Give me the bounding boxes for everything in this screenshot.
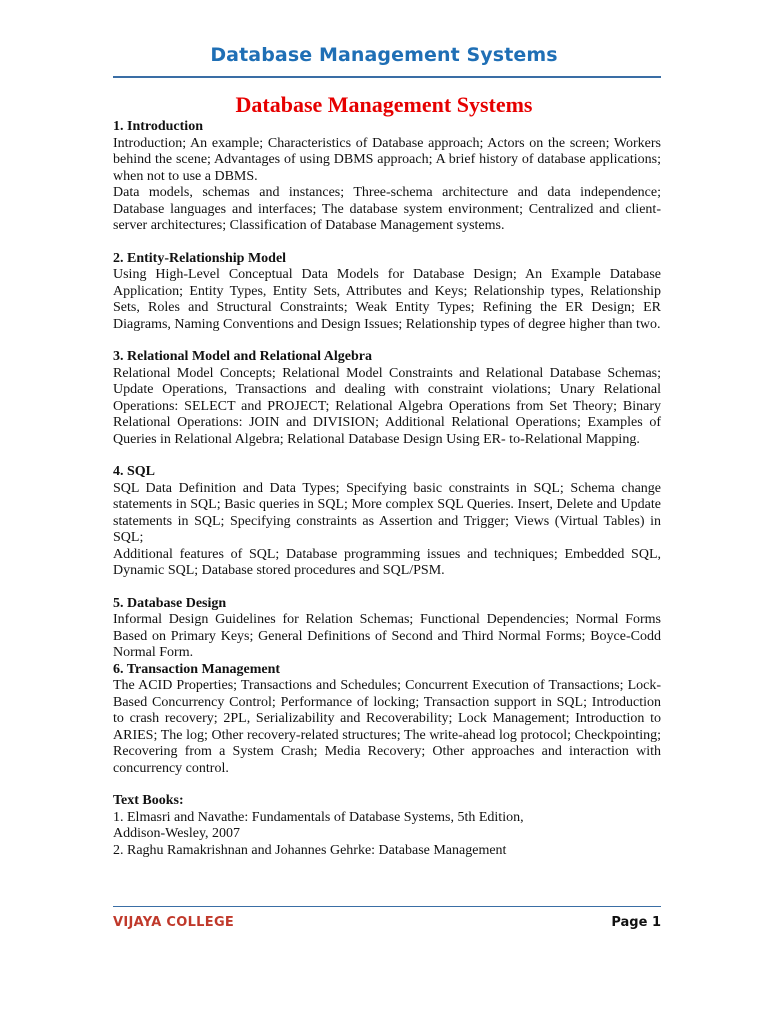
section-text-books [113, 793, 661, 859]
footer-divider [113, 906, 661, 907]
section-paragraph: Additional features of SQL; Database programming issues and techniques; Embedded SQL, Dynamic SQL; Database stored procedures and SQL/PSM. [113, 546, 661, 578]
section-heading: 1. Introduction [113, 119, 203, 134]
section-paragraph: Using High-Level Conceptual Data Models for Database Design; An Example Database Application; Entity Types, Entity Sets, Attributes and Keys; Relationship types, Relationship Sets, Roles and Structural Constraints; Weak Entity Types; Refining the ER Design; ER Diagrams, Naming Conventions and Design Issues; Relationship types of degree higher than two. [113, 267, 661, 332]
footer-college-name: VIJAYA COLLEGE [113, 915, 235, 930]
running-header-title: Database Management Systems [210, 44, 558, 66]
section-heading: 3. Relational Model and Relational Algebra [113, 349, 372, 364]
section-paragraph: The ACID Properties; Transactions and Schedules; Concurrent Execution of Transactions; Lock- Based Concurrency Control; Performance of locking; Transaction support in SQL; Introduction to crash recovery; 2PL, Serializability and Recoverability; Lock Management; Introduction to ARIES; The log; Other recovery-related structures; The write-ahead log protocol; Checkpointing; Recovering from a System Crash; Media Recovery; Other approaches and interaction with concurrency control. [113, 678, 661, 776]
header-divider [113, 76, 661, 78]
section-er-model [113, 251, 661, 334]
section-transaction-management [113, 662, 661, 778]
section-heading: 2. Entity-Relationship Model [113, 250, 287, 266]
footer-page-number: Page 1 [611, 915, 661, 930]
textbook-line: 1. Elmasri and Navathe: Fundamentals of Database Systems, 5th Edition, [113, 809, 524, 825]
document-body [113, 119, 661, 859]
section-paragraph: Introduction; An example; Characteristics of Database approach; Actors on the screen; Workers behind the scene; Advantages of using DBMS approach; A brief history of database applications; when not to use a DBMS. [113, 135, 661, 184]
section-introduction [113, 119, 661, 235]
section-database-design [113, 596, 661, 662]
document-title: Database Management Systems [235, 92, 533, 117]
textbook-line: Addison-Wesley, 2007 [113, 826, 241, 841]
section-heading: Text Books: [113, 793, 184, 808]
section-heading: 5. Database Design [113, 595, 227, 611]
section-heading: 4. SQL [113, 464, 156, 479]
section-paragraph: Informal Design Guidelines for Relation Schemas; Functional Dependencies; Normal Forms Based on Primary Keys; General Definitions of Second and Third Normal Forms; Boyce-Codd Normal Form. [113, 612, 661, 660]
section-heading: 6. Transaction Management [113, 661, 281, 677]
section-relational-model [113, 349, 661, 448]
section-paragraph: SQL Data Definition and Data Types; Specifying basic constraints in SQL; Schema change statements in SQL; Basic queries in SQL; More complex SQL Queries. Insert, Delete and Update statements in SQL; Specifying constraints as Assertion and Trigger; Views (Virtual Tables) in SQL; [113, 480, 661, 545]
section-paragraph: Relational Model Concepts; Relational Model Constraints and Relational Database Schemas; Update Operations, Transactions and dealing with constraint violations; Unary Relational Operations: SELECT and PROJECT; Relational Algebra Operations from Set Theory; Binary Relational Operations: JOIN and DIVISION; Additional Relational Operations; Examples of Queries in Relational Algebra; Relational Database Design Using ER- to-Relational Mapping. [113, 365, 661, 447]
section-paragraph: Data models, schemas and instances; Three-schema architecture and data independence; Database languages and interfaces; The database system environment; Centralized and client-server architectures; Classification of Database Management systems. [113, 185, 661, 233]
textbook-line: 2. Raghu Ramakrishnan and Johannes Gehrke: Database Management [113, 842, 507, 858]
section-sql [113, 464, 661, 580]
